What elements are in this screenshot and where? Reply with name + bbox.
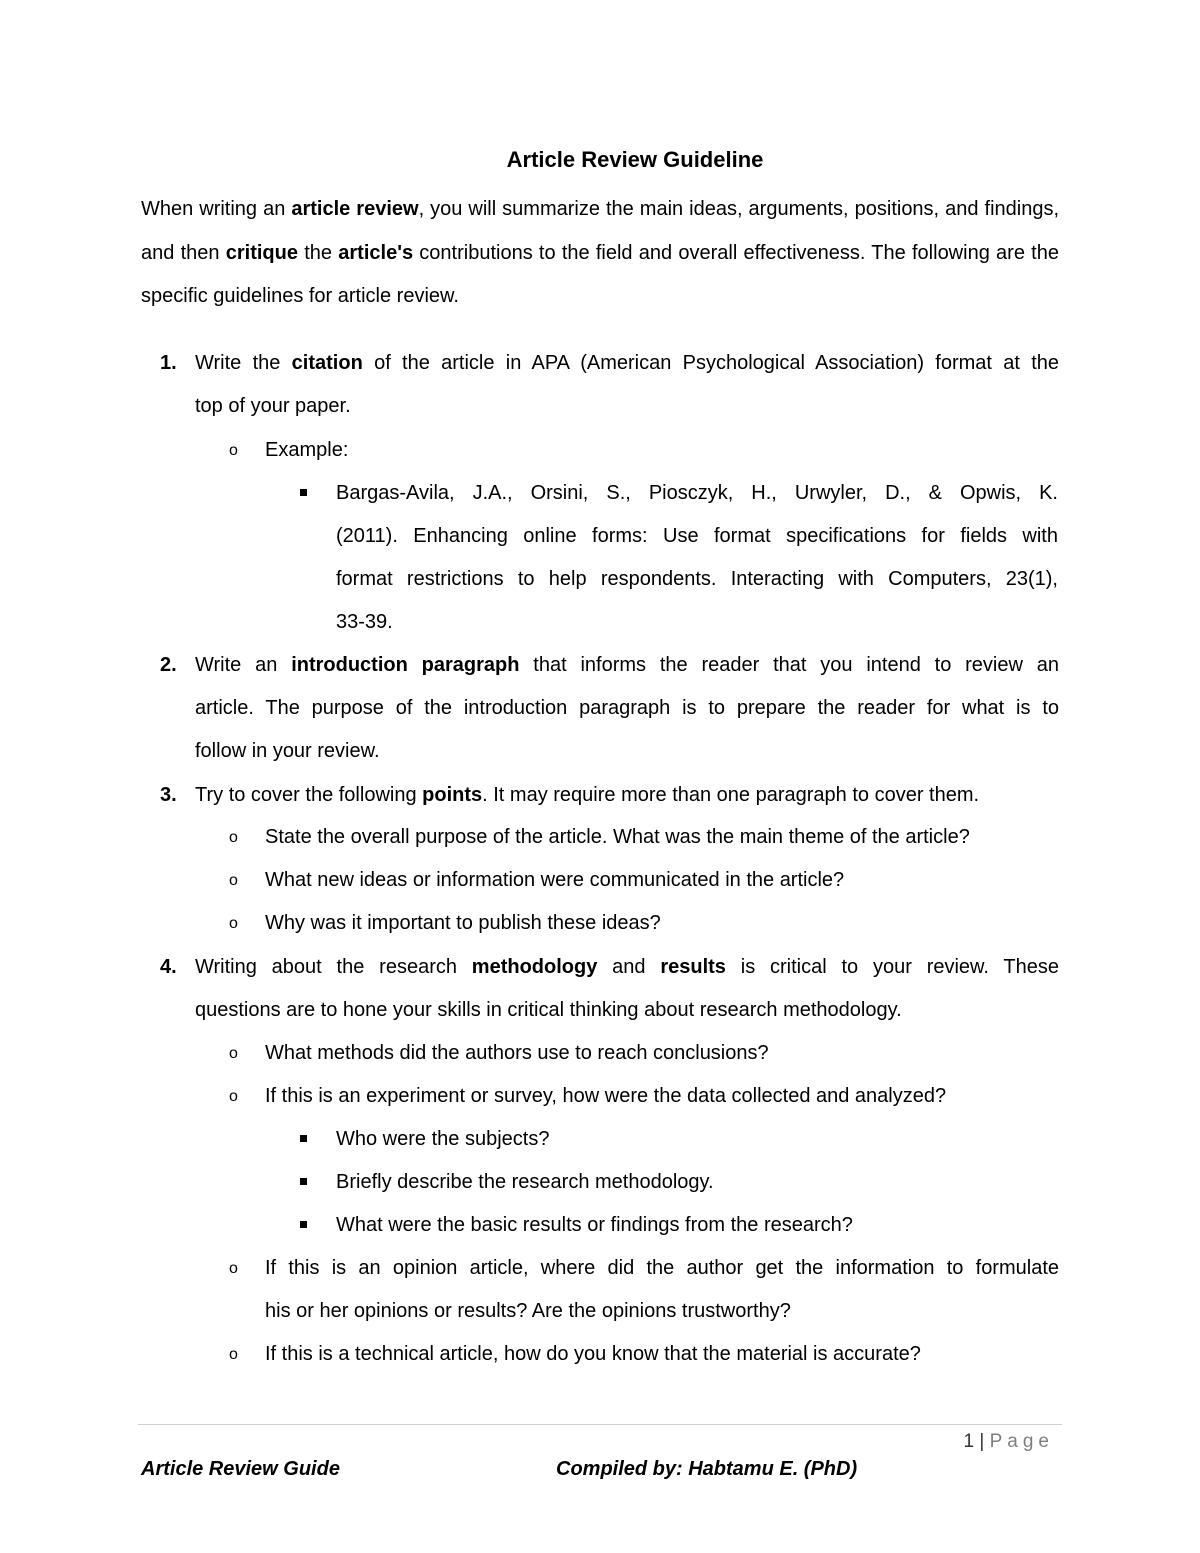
intro-paragraph (141, 188, 1059, 319)
bold-methodology: methodology (471, 956, 598, 978)
item2-line3: follow in your review. (195, 740, 380, 762)
page-separator: | (979, 1431, 985, 1452)
item4-sub2c: What were the basic results or findings from the research? (336, 1214, 853, 1236)
bold-citation: citation (291, 352, 363, 374)
item1-line1 (195, 348, 1059, 378)
footer-left-text: Article Review Guide (141, 1458, 340, 1480)
page-label: Page (989, 1431, 1054, 1452)
text: Write the (195, 352, 292, 374)
circle-bullet: o (229, 915, 238, 932)
list-number-4: 4. (160, 956, 177, 978)
item3-line1 (195, 780, 979, 810)
footer-divider (138, 1424, 1062, 1425)
item2-line1 (195, 650, 1059, 680)
reference-line3: format restrictions to help respondents. Interacting with Computers, 23(1), (336, 568, 1058, 590)
circle-bullet: o (229, 1346, 238, 1363)
item4-sub3-line2: his or her opinions or results? Are the opinions trustworthy? (265, 1300, 791, 1322)
item4-sub2: If this is an experiment or survey, how were the data collected and analyzed? (265, 1085, 947, 1107)
document-title: Article Review Guideline (506, 147, 764, 172)
item3-sub2: What new ideas or information were communicated in the article? (265, 869, 845, 891)
item4-sub2b: Briefly describe the research methodology. (336, 1171, 714, 1193)
reference-line2: (2011). Enhancing online forms: Use format specifications for fields with (336, 525, 1058, 547)
footer-right-text: Compiled by: Habtamu E. (PhD) (556, 1458, 858, 1480)
text: Write an (195, 654, 292, 676)
circle-bullet: o (229, 829, 238, 846)
text: that informs the reader that you intend to review an (519, 654, 1059, 676)
bold-points: points (422, 784, 483, 806)
item4-sub1: What methods did the authors use to reach conclusions? (265, 1042, 769, 1064)
intro-text: the (298, 241, 339, 264)
item4-line1 (195, 952, 1059, 982)
intro-bold-critique: critique (225, 241, 298, 264)
item1-line2: top of your paper. (195, 395, 351, 417)
list-number-3: 3. (160, 784, 177, 806)
intro-bold-article-review: article review (291, 198, 419, 220)
square-bullet (300, 489, 307, 496)
item4-sub4: If this is a technical article, how do you know that the material is accurate? (265, 1343, 921, 1365)
intro-bold-articles: article's (338, 241, 414, 264)
text: Try to cover the following (195, 784, 423, 806)
list-number-1: 1. (160, 352, 177, 374)
item1-sub-example: Example: (265, 439, 349, 461)
circle-bullet: o (229, 1088, 238, 1105)
list-number-2: 2. (160, 654, 177, 676)
item4-sub2a: Who were the subjects? (336, 1128, 550, 1150)
square-bullet (300, 1135, 307, 1142)
item4-line2: questions are to hone your skills in critical thinking about research methodology. (195, 999, 902, 1021)
circle-bullet: o (229, 872, 238, 889)
text: . It may require more than one paragraph to cover them. (482, 784, 980, 806)
intro-text: When writing an (141, 198, 292, 220)
item3-sub3: Why was it important to publish these ideas? (265, 912, 661, 934)
page-number (964, 1428, 1054, 1456)
page-number-value: 1 (963, 1431, 975, 1452)
square-bullet (300, 1221, 307, 1228)
reference-line1: Bargas-Avila, J.A., Orsini, S., Piosczyk, H., Urwyler, D., & Opwis, K. (336, 482, 1058, 504)
circle-bullet: o (229, 1260, 238, 1277)
intro-text: contributions to the field and overall effectiveness. The following are the specific guidelines for article review. (141, 241, 1059, 307)
text: of the article in APA (American Psychological Association) format at the (362, 352, 1060, 374)
item4-sub3-line1: If this is an opinion article, where did the author get the information to formulate (265, 1257, 1059, 1279)
text: and (597, 956, 661, 978)
bold-introduction-paragraph: introduction paragraph (291, 654, 520, 676)
item2-line2: article. The purpose of the introduction paragraph is to prepare the reader for what is to (195, 697, 1059, 719)
bold-results: results (660, 956, 726, 978)
circle-bullet: o (229, 442, 238, 459)
text: is critical to your review. These (725, 956, 1059, 978)
square-bullet (300, 1178, 307, 1185)
text: Writing about the research (195, 956, 472, 978)
intro-text: , you will summarize the main ideas, arguments, positions, and findings, and then (141, 198, 1060, 264)
reference-line4: 33-39. (336, 611, 393, 633)
item3-sub1: State the overall purpose of the article. What was the main theme of the article? (265, 826, 970, 848)
circle-bullet: o (229, 1045, 238, 1062)
